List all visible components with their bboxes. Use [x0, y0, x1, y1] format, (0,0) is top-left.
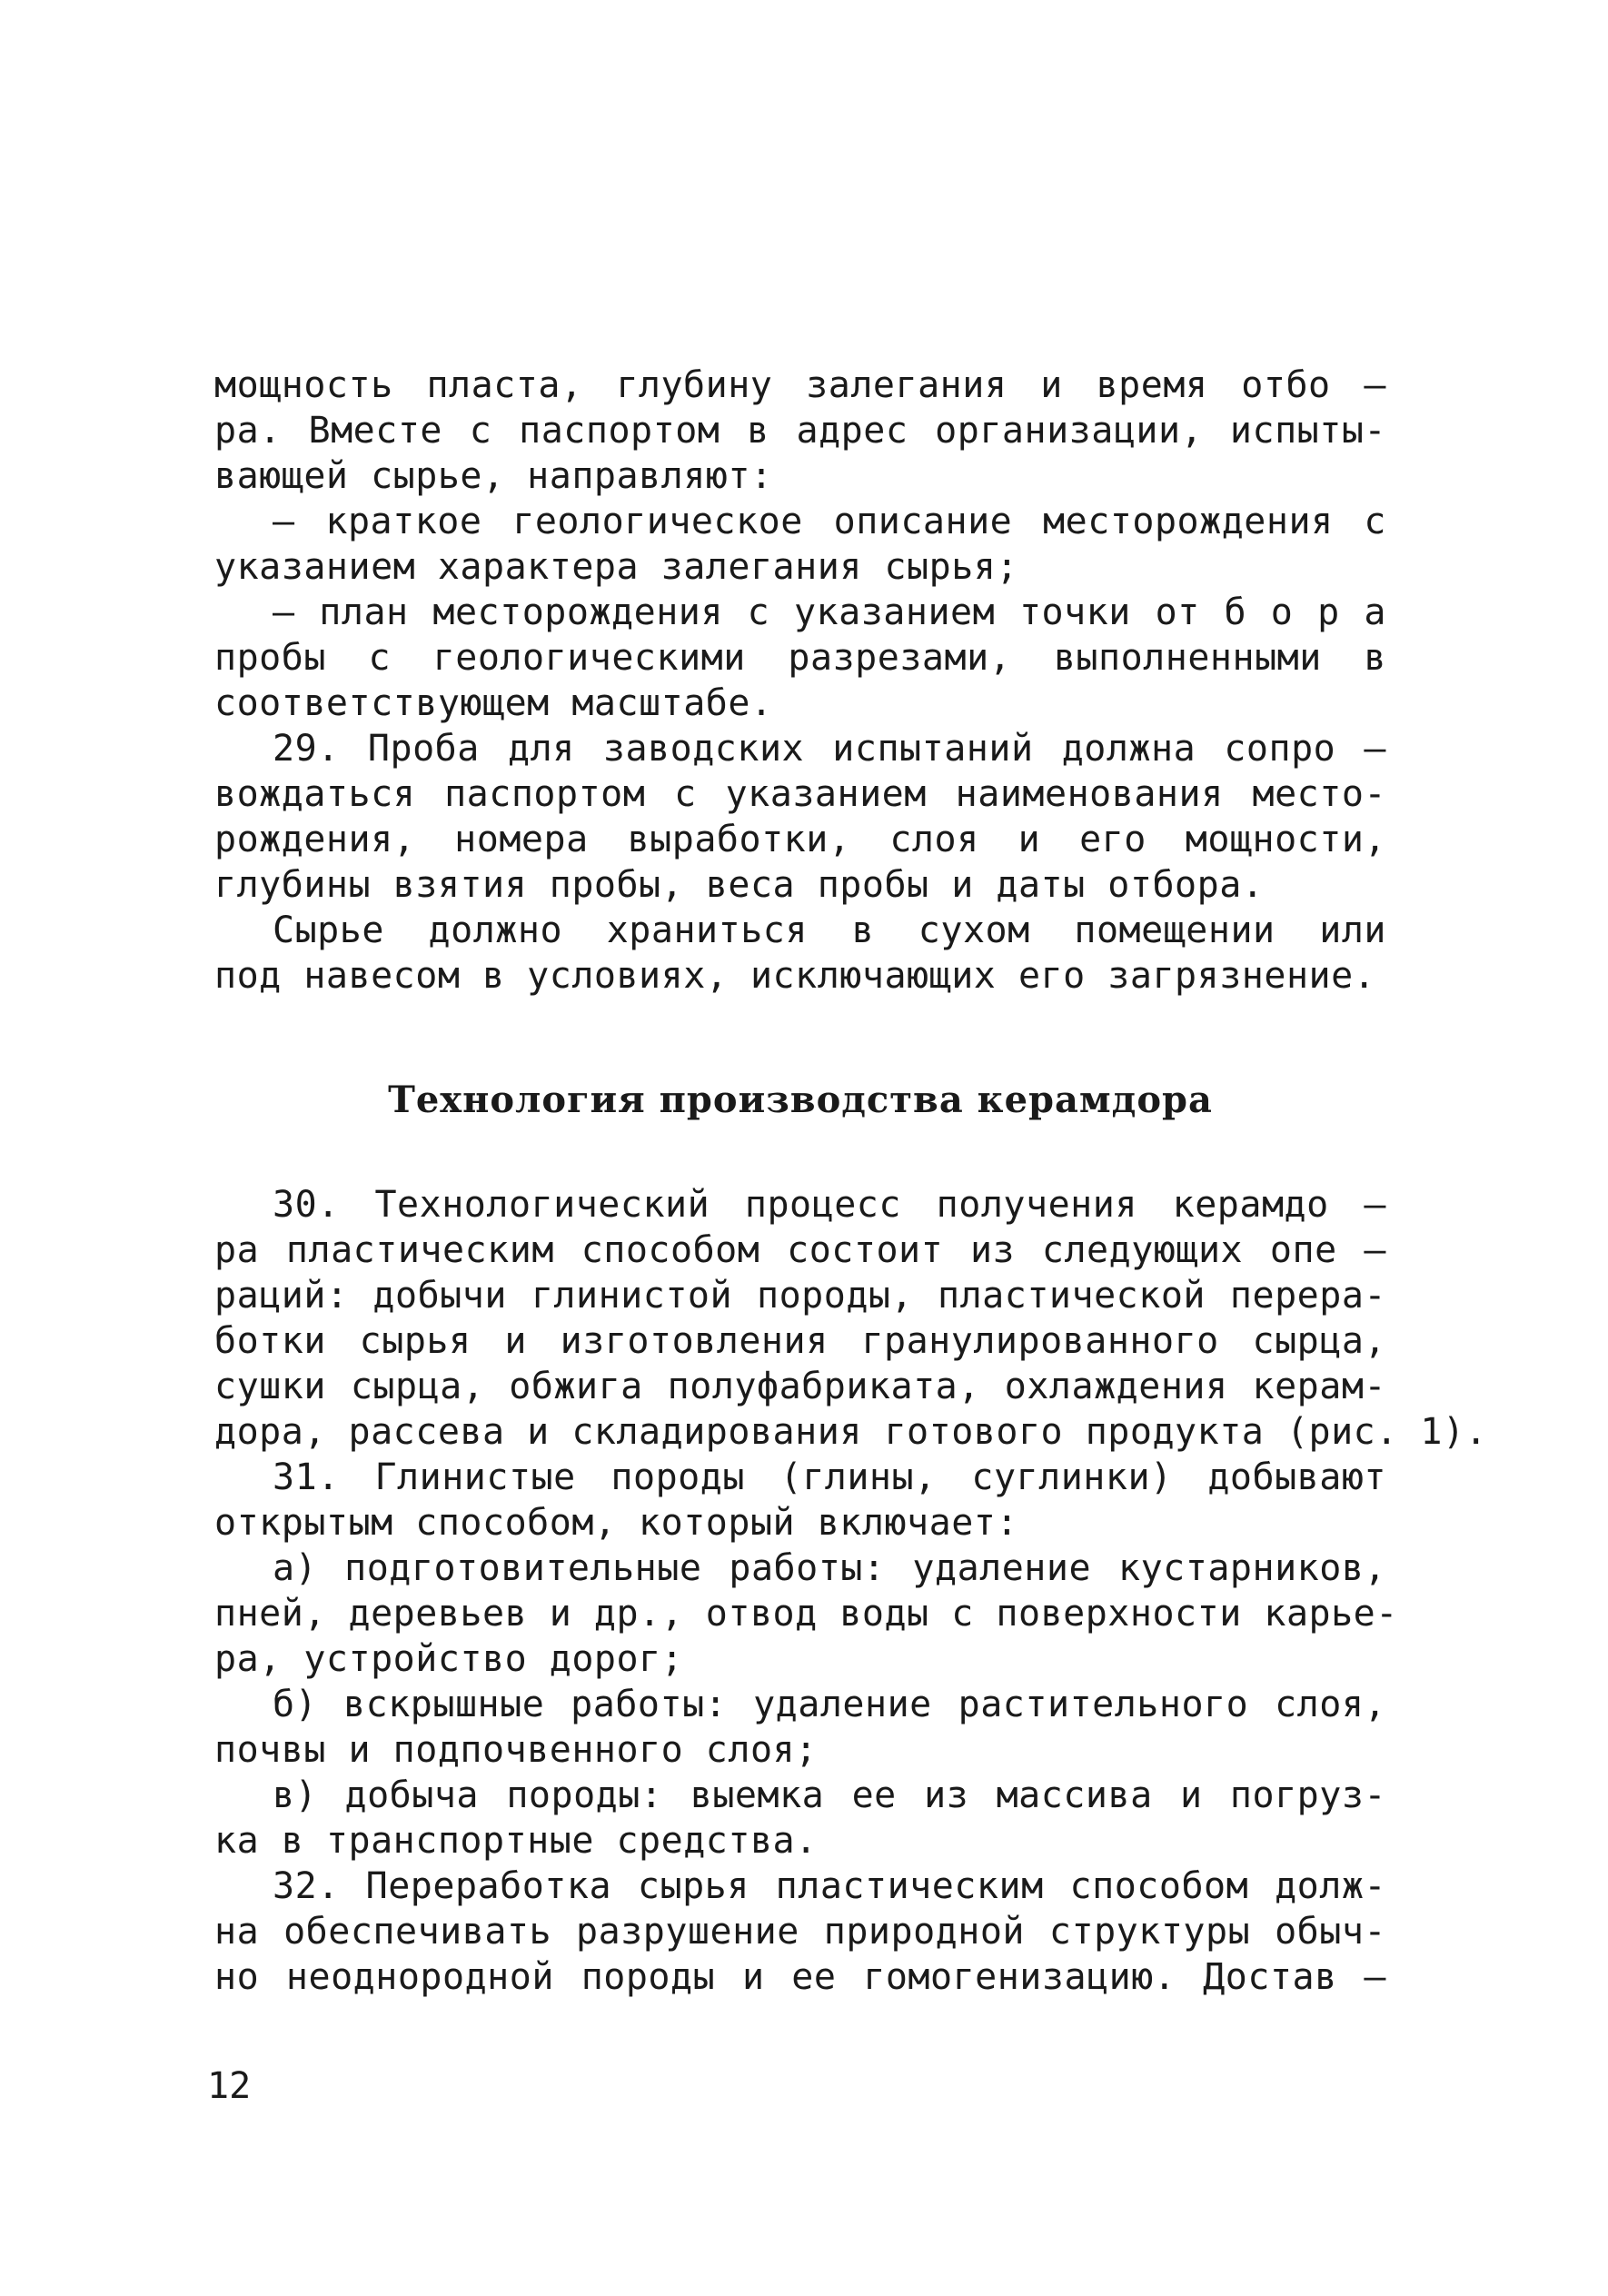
text-line: мощность пласта, глубину залегания и время отбо – [214, 364, 1386, 406]
text-line: соответствующем масштабе. [214, 682, 773, 724]
text-line: рождения, номера выработки, слоя и его мощности, [214, 819, 1386, 860]
text-line: открытым способом, который включает: [214, 1502, 1018, 1544]
page-number: 12 [207, 2065, 252, 2107]
text-line: ра пластическим способом состоит из следующих опе – [214, 1229, 1386, 1271]
text-line: глубины взятия пробы, веса пробы и даты отбора. [214, 864, 1265, 906]
text-line: вающей сырье, направляют: [214, 455, 773, 497]
list-item-line: в) добыча породы: выемка ее из массива и погруз- [273, 1774, 1386, 1816]
paragraph-32-start: 32. Переработка сырья пластическим способом долж- [273, 1865, 1386, 1907]
list-item-line: б) вскрышные работы: удаление растительного слоя, [273, 1684, 1386, 1725]
list-item-line: – краткое геологическое описание месторождения с [273, 501, 1386, 542]
text-line: дора, рассева и складирования готового продукта (рис. 1). [214, 1411, 1488, 1453]
text-line: ка в транспортные средства. [214, 1820, 818, 1862]
text-line: пней, деревьев и др., отвод воды с поверхности карье- [214, 1593, 1398, 1635]
text-line: раций: добычи глинистой породы, пластической перера- [214, 1275, 1386, 1317]
text-line: ра, устройство дорог; [214, 1638, 684, 1680]
text-line: ботки сырья и изготовления гранулированного сырца, [214, 1320, 1386, 1362]
text-line: под навесом в условиях, исключающих его загрязнение. [214, 955, 1376, 997]
paragraph-30-start: 30. Технологический процесс получения керамдо – [273, 1184, 1386, 1226]
text-line: указанием характера залегания сырья; [214, 546, 1018, 588]
section-heading: Технология производства керамдора [388, 1078, 1213, 1121]
text-line: сушки сырца, обжига полуфабриката, охлаждения керам- [214, 1366, 1386, 1407]
paragraph-start: Сырье должно храниться в сухом помещении или [273, 909, 1386, 951]
text-line: ра. Вместе с паспортом в адрес организации, испыты- [214, 410, 1386, 452]
text-line: вождаться паспортом с указанием наименования место- [214, 773, 1386, 815]
paragraph-31-start: 31. Глинистые породы (глины, суглинки) добывают [273, 1456, 1386, 1498]
list-item-line: – план месторождения с указанием точки от б о р а [273, 591, 1386, 633]
text-line: почвы и подпочвенного слоя; [214, 1729, 818, 1771]
text-line: на обеспечивать разрушение природной структуры обыч- [214, 1911, 1386, 1953]
paragraph-29-start: 29. Проба для заводских испытаний должна сопро – [273, 728, 1386, 770]
list-item-line: а) подготовительные работы: удаление кустарников, [273, 1547, 1386, 1589]
text-line: пробы с геологическими разрезами, выполненными в [214, 637, 1386, 679]
text-line: но неоднородной породы и ее гомогенизацию. Достав – [214, 1956, 1386, 1998]
